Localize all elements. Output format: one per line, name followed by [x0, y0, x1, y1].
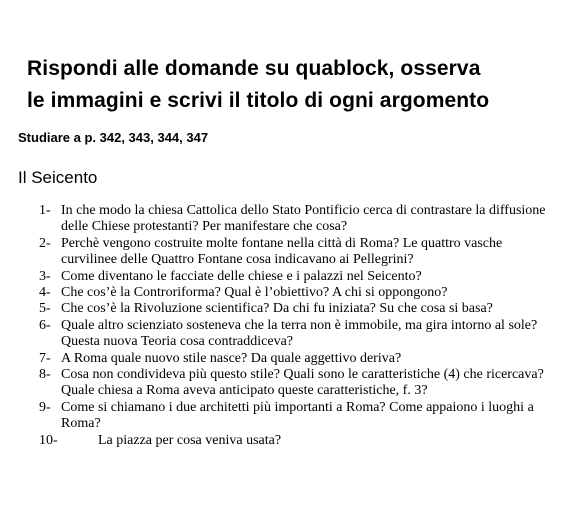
assignment-title — [27, 53, 572, 117]
title-line-1: Rispondi alle domande su quablock, osserva — [27, 57, 481, 80]
question-number: 5- — [39, 301, 51, 317]
question-text: La piazza per cosa veniva usata? — [98, 432, 282, 448]
question-item — [0, 269, 580, 285]
question-item — [0, 318, 580, 351]
question-number: 3- — [39, 268, 51, 284]
question-item — [0, 203, 580, 236]
question-item — [0, 351, 580, 367]
question-number: 1- — [39, 203, 51, 218]
question-continuation: Quale chiesa a Roma aveva anticipato queste caratteristiche, f. 3? — [61, 383, 428, 399]
question-text: Come diventano le facciate delle chiese e i palazzi nel Seicento? — [61, 268, 422, 284]
question-text: Quale altro scienziato sosteneva che la terra non è immobile, ma gira intorno al sole? Questa nuova Teoria cosa contraddiceva? — [61, 317, 538, 350]
question-text: Che cos’è la Rivoluzione scientifica? Da chi fu iniziata? Su che cosa si basa? — [61, 301, 493, 317]
study-pages-note: Studiare a p. 342, 343, 344, 347 — [18, 130, 209, 145]
question-text: In che modo la chiesa Cattolica dello Stato Pontificio cerca di contrastare la diffusione delle Chiese protestanti? Per manifestare che cosa? — [61, 203, 546, 235]
question-number: 4- — [39, 285, 51, 301]
question-item — [0, 433, 580, 449]
question-item — [0, 400, 580, 433]
section-title: Il Seicento — [18, 168, 98, 187]
question-text: A Roma quale nuovo stile nasce? Da quale aggettivo deriva? — [61, 350, 402, 366]
question-text: Che cos’è la Controriforma? Qual è l’obiettivo? A chi si oppongono? — [61, 285, 448, 301]
question-list — [0, 203, 580, 449]
question-item — [0, 367, 580, 400]
question-number: 9- — [39, 399, 51, 415]
question-number: 10- — [39, 432, 58, 448]
question-number: 2- — [39, 235, 51, 251]
question-number: 8- — [39, 367, 51, 383]
question-item — [0, 301, 580, 317]
question-number: 6- — [39, 317, 51, 333]
question-item — [0, 236, 580, 269]
title-line-2: le immagini e scrivi il titolo di ogni argomento — [27, 89, 490, 112]
question-item — [0, 285, 580, 301]
question-text: Cosa non condivideva più questo stile? Quali sono le caratteristiche (4) che ricercava? — [61, 367, 544, 383]
question-text: Come si chiamano i due architetti più importanti a Roma? Come appaiono i luoghi a Roma? — [61, 399, 534, 432]
question-text: Perchè vengono costruite molte fontane nella città di Roma? Le quattro vasche curvilinee delle Quattro Fontane cosa indicavano ai Pellegrini? — [61, 235, 503, 268]
question-number: 7- — [39, 350, 51, 366]
